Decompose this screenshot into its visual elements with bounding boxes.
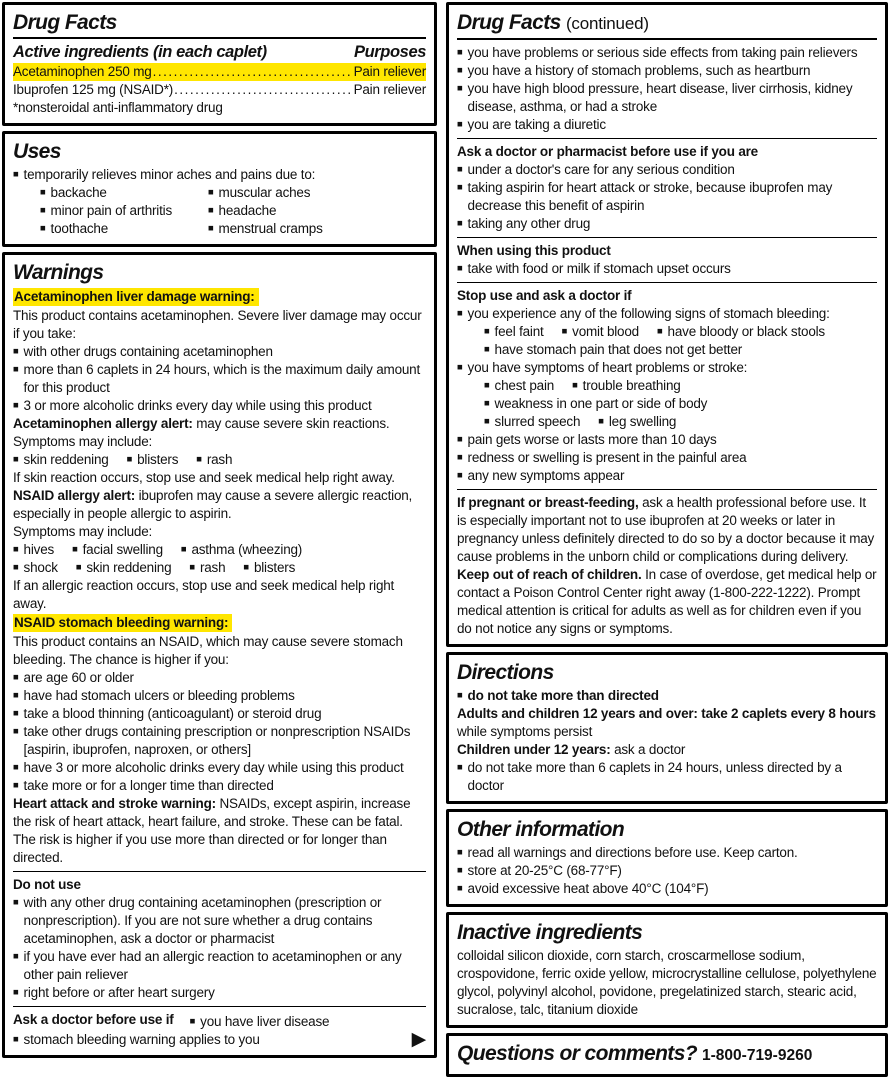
bullet-item bbox=[40, 220, 208, 238]
right-column bbox=[446, 2, 888, 1065]
title-rule bbox=[457, 38, 877, 40]
bullet-text: you have a history of stomach problems, such as heartburn bbox=[467, 63, 811, 78]
bullet-square-icon: ■ bbox=[457, 164, 463, 175]
bullet-square-icon: ■ bbox=[598, 416, 604, 427]
bullet-text: any new symptoms appear bbox=[467, 468, 625, 483]
directions-bullet1 bbox=[457, 687, 877, 705]
bullet-square-icon: ■ bbox=[13, 1034, 19, 1045]
do-not-use-bullets bbox=[13, 894, 426, 1002]
bullet-square-icon: ■ bbox=[13, 762, 19, 773]
acet-allergy-text: may cause severe skin reactions. bbox=[196, 416, 390, 431]
drug-facts-title-text: Drug Facts bbox=[457, 11, 561, 34]
inactive-ingredients-heading: Inactive ingredients bbox=[457, 921, 643, 944]
bullet-square-icon: ■ bbox=[457, 83, 463, 94]
bullet-text: rash bbox=[199, 560, 226, 575]
bullet-square-icon: ■ bbox=[13, 897, 19, 908]
keep-out-bold: Keep out of reach of children. bbox=[457, 567, 642, 582]
stomach-warning-bullets bbox=[13, 669, 426, 795]
adults-dose-rest: while symptoms persist bbox=[457, 724, 593, 739]
bullet-item bbox=[484, 413, 580, 431]
nsaid-allergy-alert bbox=[13, 487, 426, 523]
bullet-square-icon: ■ bbox=[13, 726, 19, 737]
stop-use-heading: Stop use and ask a doctor if bbox=[457, 288, 632, 303]
bullet-item bbox=[13, 343, 426, 361]
bullet-text: have stomach pain that does not get better bbox=[494, 342, 743, 357]
bullet-text: right before or after heart surgery bbox=[23, 985, 215, 1000]
bullet-item bbox=[457, 62, 877, 80]
bullet-text: with other drugs containing acetaminophen bbox=[23, 344, 273, 359]
bullet-text: pain gets worse or lasts more than 10 days bbox=[467, 432, 717, 447]
bullet-text: if you have ever had an allergic reaction to acetaminophen or any other pain reliever bbox=[23, 949, 402, 982]
bullet-item bbox=[457, 449, 877, 467]
section-divider bbox=[13, 1006, 426, 1007]
skin-reaction-note: If skin reaction occurs, stop use and seek medical help right away. bbox=[13, 470, 395, 485]
bullet-text: you have symptoms of heart problems or stroke: bbox=[467, 360, 748, 375]
liver-warning-title: Acetaminophen liver damage warning: bbox=[13, 288, 259, 306]
bullet-item bbox=[484, 323, 544, 341]
inactive-ingredients-text: colloidal silicon dioxide, corn starch, croscarmellose sodium, crospovidone, ferric oxide yellow, microcrystalline cellulose, polyethylene glycol, polyvinyl alcohol, povidone, pregelatinized starch, stearic acid, sucralose, talc, titanium dioxide bbox=[457, 948, 877, 1017]
liver-warning-title-row bbox=[13, 287, 426, 307]
when-using-bullets bbox=[457, 260, 877, 278]
active-ingredients-box bbox=[2, 2, 437, 126]
bullet-text: blisters bbox=[137, 452, 179, 467]
children-dose-bold: Children under 12 years: bbox=[457, 742, 611, 757]
active-ingredients-header bbox=[13, 43, 426, 62]
continued-bullets bbox=[457, 44, 877, 134]
bullet-text: take more or for a longer time than directed bbox=[23, 778, 274, 793]
bullet-square-icon: ■ bbox=[572, 380, 578, 391]
bullet-square-icon: ■ bbox=[13, 672, 19, 683]
bullet-text: more than 6 caplets in 24 hours, which is the maximum daily amount for this product bbox=[23, 362, 421, 395]
directions-heading: Directions bbox=[457, 661, 554, 684]
ask-doctor-row bbox=[13, 1011, 426, 1031]
bullet-item bbox=[457, 80, 877, 116]
bullet-text: are age 60 or older bbox=[23, 670, 134, 685]
liver-warning-bullets bbox=[13, 343, 426, 415]
bullet-text: with any other drug containing acetaminophen (prescription or nonprescription). If you are not sure whether a drug contains acetaminophen, ask a doctor or pharmacist bbox=[23, 895, 382, 946]
continued-arrow-icon: ▶ bbox=[411, 1029, 426, 1050]
pregnant-text: ask a health professional before use. It is especially important not to use ibuprofen at 20 weeks or later in pregnancy unless definitely directed to do so by a doctor because it may cause problems in the unborn child or complications during delivery. bbox=[457, 495, 875, 564]
ingredient-row-acetaminophen bbox=[13, 63, 426, 81]
bullet-text: take a blood thinning (anticoagulant) or steroid drug bbox=[23, 706, 322, 721]
bullet-text: you have high blood pressure, heart disease, liver cirrhosis, kidney disease, asthma, or had a stroke bbox=[467, 81, 853, 114]
stomach-warning-intro: This product contains an NSAID, which may cause severe stomach bleeding. The chance is higher if you: bbox=[13, 634, 403, 667]
bullet-square-icon: ■ bbox=[457, 883, 463, 894]
directions-box bbox=[446, 652, 888, 804]
bullet-square-icon: ■ bbox=[457, 65, 463, 76]
bullet-text: skin reddening bbox=[86, 560, 172, 575]
children-dose-rest: ask a doctor bbox=[614, 742, 686, 757]
nsaid-symptoms-row2 bbox=[13, 559, 426, 577]
nsaid-footnote: *nonsteroidal anti-inflammatory drug bbox=[13, 100, 223, 115]
bullet-square-icon: ■ bbox=[126, 454, 133, 465]
keep-out-paragraph bbox=[457, 566, 877, 638]
stop-use-bullets bbox=[457, 431, 877, 485]
dot-leader bbox=[153, 63, 353, 81]
bullet-square-icon: ■ bbox=[457, 182, 463, 193]
section-divider bbox=[13, 871, 426, 872]
bullet-square-icon: ■ bbox=[196, 454, 202, 465]
bullet-item bbox=[13, 361, 426, 397]
bullet-square-icon: ■ bbox=[484, 344, 490, 355]
bullet-text: store at 20-25°C (68-77°F) bbox=[467, 863, 622, 878]
bullet-text: 3 or more alcoholic drinks every day while using this product bbox=[23, 398, 372, 413]
bullet-text: under a doctor's care for any serious condition bbox=[467, 162, 735, 177]
continued-box bbox=[446, 2, 888, 647]
bullet-square-icon: ■ bbox=[180, 544, 187, 555]
bullet-square-icon: ■ bbox=[457, 308, 463, 319]
inactive-ingredients-box bbox=[446, 912, 888, 1028]
stomach-bleeding-row bbox=[13, 1031, 426, 1049]
bullet-text: avoid excessive heat above 40°C (104°F) bbox=[467, 881, 709, 896]
bullet-text: minor pain of arthritis bbox=[50, 203, 172, 218]
other-information-heading: Other information bbox=[457, 818, 625, 841]
bullet-item bbox=[127, 451, 179, 469]
title-rule bbox=[13, 37, 426, 39]
bullet-text: taking any other drug bbox=[467, 216, 591, 231]
bullet-item bbox=[562, 323, 639, 341]
bullet-item bbox=[13, 559, 58, 577]
bullet-text: vomit blood bbox=[572, 324, 639, 339]
nsaid-symptoms-row1 bbox=[13, 541, 426, 559]
bullet-square-icon: ■ bbox=[457, 263, 463, 274]
symptoms-label-1: Symptoms may include: bbox=[13, 434, 153, 449]
bullet-square-icon: ■ bbox=[13, 987, 19, 998]
bullet-text: take other drugs containing prescription or nonprescription NSAIDs [aspirin, ibuprofen, naproxen, or others] bbox=[23, 724, 411, 757]
bullet-square-icon: ■ bbox=[484, 416, 490, 427]
bullet-square-icon: ■ bbox=[13, 708, 19, 719]
bullet-text: backache bbox=[50, 185, 107, 200]
bullet-text: trouble breathing bbox=[582, 378, 681, 393]
bullet-square-icon: ■ bbox=[484, 326, 490, 337]
bullet-item bbox=[13, 948, 426, 984]
bullet-square-icon: ■ bbox=[457, 690, 463, 701]
bullet-square-icon: ■ bbox=[208, 223, 214, 234]
allergic-reaction-note: If an allergic reaction occurs, stop use and seek medical help right away. bbox=[13, 578, 395, 611]
drug-facts-title: Drug Facts bbox=[13, 11, 117, 34]
other-information-box bbox=[446, 809, 888, 907]
bullet-square-icon: ■ bbox=[208, 187, 214, 198]
bullet-item bbox=[457, 44, 877, 62]
acet-allergy-alert bbox=[13, 415, 426, 433]
stomach-warning-title-row bbox=[13, 613, 426, 633]
bullet-text: shock bbox=[23, 560, 58, 575]
bullet-item bbox=[598, 413, 676, 431]
bullet-text: taking aspirin for heart attack or stroke, because ibuprofen may decrease this benefit of aspirin bbox=[467, 180, 833, 213]
active-ingredients-heading: Active ingredients (in each caplet) bbox=[13, 43, 267, 61]
pharmacist-bullets bbox=[457, 161, 877, 233]
bullet-square-icon: ■ bbox=[656, 326, 663, 337]
bullet-text: skin reddening bbox=[23, 452, 109, 467]
bullet-item bbox=[457, 161, 877, 179]
bullet-item bbox=[457, 862, 877, 880]
other-information-bullets bbox=[457, 844, 877, 898]
section-divider bbox=[457, 237, 877, 238]
bullet-text: do not take more than directed bbox=[467, 688, 659, 703]
bullet-square-icon: ■ bbox=[457, 119, 463, 130]
bullet-text: weakness in one part or side of body bbox=[494, 396, 708, 411]
bullet-square-icon: ■ bbox=[13, 400, 19, 411]
warnings-heading: Warnings bbox=[13, 261, 104, 284]
pharmacist-heading: Ask a doctor or pharmacist before use if you are bbox=[457, 144, 758, 159]
bullet-item bbox=[457, 844, 877, 862]
bullet-item bbox=[13, 759, 426, 777]
continued-suffix: (continued) bbox=[565, 14, 649, 33]
bullet-text: hives bbox=[23, 542, 55, 557]
questions-row bbox=[457, 1040, 877, 1068]
directions-bullet2 bbox=[457, 759, 877, 795]
heart-signs-row2 bbox=[484, 395, 877, 413]
bullet-square-icon: ■ bbox=[457, 218, 463, 229]
bullet-item bbox=[13, 451, 109, 469]
bullet-text: you experience any of the following signs of stomach bleeding: bbox=[467, 306, 830, 321]
left-column bbox=[2, 2, 437, 1050]
questions-box bbox=[446, 1033, 888, 1077]
bullet-text: redness or swelling is present in the painful area bbox=[467, 450, 747, 465]
heart-signs-row3 bbox=[484, 413, 877, 431]
bullet-item bbox=[13, 984, 426, 1002]
bullet-square-icon: ■ bbox=[189, 562, 195, 573]
bullet-item bbox=[457, 467, 877, 485]
bullet-item bbox=[40, 184, 208, 202]
bullet-item bbox=[13, 705, 426, 723]
adults-dose bbox=[457, 705, 877, 741]
drug-facts-continued-title bbox=[457, 10, 877, 36]
bullet-text: you have liver disease bbox=[200, 1014, 330, 1029]
bullet-square-icon: ■ bbox=[13, 780, 19, 791]
uses-col1 bbox=[40, 184, 208, 238]
ingredient-name: Acetaminophen 250 mg bbox=[13, 64, 152, 79]
bullet-item bbox=[457, 431, 877, 449]
bullet-text: have had stomach ulcers or bleeding problems bbox=[23, 688, 295, 703]
bullet-item bbox=[13, 894, 426, 948]
bullet-item bbox=[457, 215, 877, 233]
bullet-item bbox=[457, 260, 877, 278]
bullet-text: you are taking a diuretic bbox=[467, 117, 606, 132]
bullet-square-icon: ■ bbox=[457, 865, 463, 876]
bullet-square-icon: ■ bbox=[13, 346, 19, 357]
bullet-text: feel faint bbox=[494, 324, 544, 339]
bullet-text: blisters bbox=[253, 560, 296, 575]
bullet-item bbox=[657, 323, 825, 341]
ingredient-purpose: Pain reliever bbox=[353, 64, 426, 79]
bullet-square-icon: ■ bbox=[208, 205, 214, 216]
when-using-heading: When using this product bbox=[457, 243, 611, 258]
bullet-item bbox=[189, 559, 225, 577]
bullet-text: headache bbox=[218, 203, 277, 218]
bullet-square-icon: ■ bbox=[457, 434, 463, 445]
bullet-text: have bloody or black stools bbox=[667, 324, 825, 339]
ingredient-name: Ibuprofen 125 mg (NSAID*) bbox=[13, 82, 174, 97]
bullet-item bbox=[457, 116, 877, 134]
ask-doctor-heading: Ask a doctor before use if bbox=[13, 1012, 174, 1027]
dot-leader bbox=[174, 81, 352, 99]
bullet-square-icon: ■ bbox=[40, 205, 46, 216]
bullet-text: asthma (wheezing) bbox=[191, 542, 303, 557]
bullet-item bbox=[13, 777, 426, 795]
uses-intro-text: temporarily relieves minor aches and pains due to: bbox=[23, 167, 316, 182]
bullet-item bbox=[484, 341, 742, 359]
liver-warning-intro: This product contains acetaminophen. Severe liver damage may occur if you take: bbox=[13, 308, 422, 341]
acet-symptoms-row bbox=[13, 451, 426, 469]
uses-intro-row bbox=[13, 166, 426, 184]
bleeding-intro-row bbox=[457, 305, 877, 323]
bullet-item bbox=[13, 397, 426, 415]
bullet-item bbox=[208, 202, 323, 220]
nsaid-allergy-title: NSAID allergy alert: bbox=[13, 488, 136, 503]
bullet-text: rash bbox=[206, 452, 233, 467]
bullet-text: toothache bbox=[50, 221, 109, 236]
bullet-square-icon: ■ bbox=[457, 470, 463, 481]
bullet-item bbox=[181, 541, 302, 559]
uses-box bbox=[2, 131, 437, 247]
acet-allergy-title: Acetaminophen allergy alert: bbox=[13, 416, 193, 431]
stomach-warning-title: NSAID stomach bleeding warning: bbox=[13, 614, 232, 632]
bullet-square-icon: ■ bbox=[13, 562, 19, 573]
bleeding-signs-row1 bbox=[484, 323, 877, 341]
bullet-text: take with food or milk if stomach upset occurs bbox=[467, 261, 731, 276]
bullet-text: do not take more than 6 caplets in 24 hours, unless directed by a doctor bbox=[467, 760, 842, 793]
bullet-text: facial swelling bbox=[82, 542, 163, 557]
ingredient-purpose: Pain reliever bbox=[353, 82, 426, 97]
bullet-text: have 3 or more alcoholic drinks every day while using this product bbox=[23, 760, 404, 775]
bullet-square-icon: ■ bbox=[484, 398, 490, 409]
heart-warning-text: NSAIDs, except aspirin, increase the risk of heart attack, heart failure, and stroke. These can be fatal. The risk is higher if you use more than directed or for longer than directed. bbox=[13, 796, 411, 865]
bullet-square-icon: ■ bbox=[561, 326, 568, 337]
bullet-item bbox=[484, 395, 707, 413]
liver-disease-bullet bbox=[190, 1013, 330, 1031]
questions-phone: 1-800-719-9260 bbox=[702, 1047, 813, 1064]
bullet-text: muscular aches bbox=[218, 185, 311, 200]
bullet-square-icon: ■ bbox=[457, 762, 463, 773]
bullet-text: you have problems or serious side effects from taking pain relievers bbox=[467, 45, 858, 60]
bullet-text: menstrual cramps bbox=[218, 221, 323, 236]
bullet-square-icon: ■ bbox=[189, 1016, 196, 1027]
bullet-item bbox=[40, 202, 208, 220]
bullet-square-icon: ■ bbox=[13, 169, 19, 180]
bleeding-signs-row2 bbox=[484, 341, 877, 359]
bullet-text: chest pain bbox=[494, 378, 555, 393]
bullet-item bbox=[243, 559, 295, 577]
bullet-square-icon: ■ bbox=[457, 847, 463, 858]
heart-warning-title: Heart attack and stroke warning: bbox=[13, 796, 216, 811]
bullet-item bbox=[196, 451, 232, 469]
uses-columns bbox=[40, 184, 426, 238]
section-divider bbox=[457, 489, 877, 490]
bullet-item bbox=[208, 184, 323, 202]
nsaid-allergy-text: ibuprofen may cause a severe allergic reaction, especially in people allergic to aspirin. bbox=[13, 488, 413, 521]
bullet-item bbox=[484, 377, 554, 395]
bullet-item bbox=[13, 687, 426, 705]
bullet-text: leg swelling bbox=[608, 414, 677, 429]
bullet-item bbox=[76, 559, 172, 577]
bullet-square-icon: ■ bbox=[13, 454, 19, 465]
bullet-square-icon: ■ bbox=[13, 951, 19, 962]
heart-signs-row1 bbox=[484, 377, 877, 395]
bullet-square-icon: ■ bbox=[457, 452, 463, 463]
bullet-square-icon: ■ bbox=[40, 223, 46, 234]
section-divider bbox=[457, 138, 877, 139]
bullet-square-icon: ■ bbox=[484, 380, 490, 391]
questions-heading: Questions or comments? bbox=[457, 1042, 698, 1065]
warnings-box bbox=[2, 252, 437, 1058]
bullet-item bbox=[457, 880, 877, 898]
heart-intro-row bbox=[457, 359, 877, 377]
ingredient-row-ibuprofen bbox=[13, 81, 426, 99]
section-divider bbox=[457, 282, 877, 283]
bullet-square-icon: ■ bbox=[72, 544, 78, 555]
keep-out-text: In case of overdose, get medical help or contact a Poison Control Center right away (1-800-222-1222). Prompt medical attention is critical for adults as well as for children even if you do not notice any signs or symptoms. bbox=[457, 567, 877, 636]
bullet-square-icon: ■ bbox=[40, 187, 46, 198]
bullet-square-icon: ■ bbox=[13, 544, 19, 555]
pregnant-paragraph bbox=[457, 494, 877, 566]
children-dose bbox=[457, 741, 877, 759]
bullet-square-icon: ■ bbox=[75, 562, 82, 573]
bullet-square-icon: ■ bbox=[457, 362, 463, 373]
symptoms-label-2: Symptoms may include: bbox=[13, 524, 153, 539]
bullet-item bbox=[13, 669, 426, 687]
uses-heading: Uses bbox=[13, 140, 61, 163]
bullet-text: read all warnings and directions before use. Keep carton. bbox=[467, 845, 798, 860]
bullet-square-icon: ■ bbox=[13, 364, 19, 375]
bullet-item bbox=[208, 220, 323, 238]
bullet-square-icon: ■ bbox=[13, 690, 19, 701]
bullet-text: stomach bleeding warning applies to you bbox=[23, 1032, 260, 1047]
bullet-square-icon: ■ bbox=[243, 562, 249, 573]
bullet-item bbox=[457, 179, 877, 215]
bullet-item bbox=[72, 541, 163, 559]
pregnant-bold: If pregnant or breast-feeding, bbox=[457, 495, 639, 510]
uses-col2 bbox=[208, 184, 323, 238]
stomach-bleeding-bullet bbox=[13, 1031, 260, 1049]
bullet-item bbox=[13, 541, 54, 559]
bullet-item bbox=[572, 377, 680, 395]
purposes-heading: Purposes bbox=[354, 43, 426, 61]
heart-attack-warning bbox=[13, 795, 426, 867]
do-not-use-heading: Do not use bbox=[13, 877, 81, 892]
bullet-item bbox=[13, 723, 426, 759]
bullet-text: slurred speech bbox=[494, 414, 581, 429]
bullet-square-icon: ■ bbox=[457, 47, 463, 58]
adults-dose-bold: Adults and children 12 years and over: take 2 caplets every 8 hours bbox=[457, 706, 876, 721]
